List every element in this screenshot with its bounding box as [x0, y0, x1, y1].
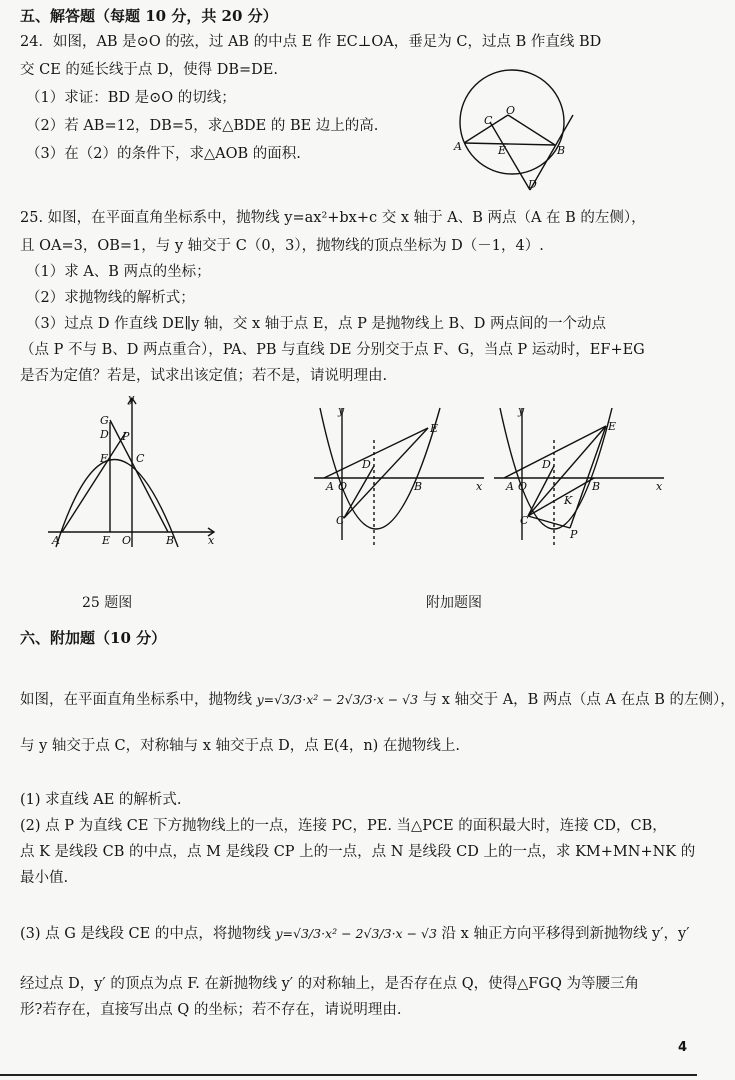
label-d: D: [100, 428, 109, 441]
label-x: x: [208, 534, 215, 547]
add-intro-1a: 如图，在平面直角坐标系中，抛物线: [20, 692, 257, 708]
label-g: G: [100, 414, 109, 427]
q24-part-3: （3）在（2）的条件下，求△AOB 的面积.: [26, 146, 301, 162]
q25-part-1: （1）求 A、B 两点的坐标；: [26, 264, 211, 280]
page-number: 4: [677, 1040, 687, 1055]
label-p: P: [570, 528, 578, 541]
additional-figure-2: [490, 400, 670, 550]
label-b: B: [592, 480, 601, 493]
chord-ab: [464, 143, 555, 145]
q24-line-2: 交 CE 的延长线于点 D，使得 DB=DE.: [20, 62, 278, 78]
label-a: A: [326, 480, 334, 493]
label-e: E: [498, 144, 507, 157]
label-b: B: [557, 144, 566, 157]
q25-part-2: （2）求抛物线的解析式；: [26, 290, 195, 306]
additional-figure-1: [310, 400, 490, 550]
label-a: A: [506, 480, 514, 493]
section-six-heading: 六、附加题（10 分）: [20, 629, 167, 647]
label-d: D: [542, 458, 551, 471]
parabola: [56, 460, 178, 548]
label-d: D: [528, 178, 537, 191]
label-o: O: [338, 480, 348, 493]
label-c: C: [520, 514, 529, 527]
q24-circle-figure: [448, 70, 588, 200]
q25-part-3b: （点 P 不与 B、D 两点重合），PA、PB 与直线 DE 分别交于点 F、G，当点 P 运动时，EF+EG: [20, 342, 645, 358]
label-f: F: [100, 452, 108, 465]
add-intro-line-2: 与 y 轴交于点 C，对称轴与 x 轴交于点 D，点 E(4，n) 在抛物线上.: [20, 738, 461, 754]
label-y: y: [338, 404, 345, 417]
label-y: y: [518, 404, 525, 417]
label-d: D: [362, 458, 371, 471]
add-part-3b: 经过点 D，y′ 的顶点为点 F. 在新抛物线 y′ 的对称轴上，是否存在点 Q，使得△FGQ 为等腰三角: [20, 976, 639, 992]
label-e: E: [430, 422, 439, 435]
add-intro-line-1: [20, 690, 735, 710]
add-intro-1b: 与 x 轴交于 A，B 两点（点 A 在点 B 的左侧），: [418, 692, 735, 708]
label-a: A: [52, 534, 60, 547]
parabola: [320, 408, 440, 529]
label-b: B: [166, 534, 175, 547]
label-c: C: [136, 452, 145, 465]
line-ae: [324, 428, 428, 478]
q24-part-1: （1）求证：BD 是⊙O 的切线；: [26, 90, 236, 106]
segment-ob: [508, 115, 555, 145]
label-e: E: [102, 534, 111, 547]
line-cp: [528, 516, 570, 528]
add-part-3c: 形?若存在，直接写出点 Q 的坐标；若不存在，请说明理由.: [20, 1002, 402, 1018]
section-five-heading: 五、解答题（每题 10 分，共 20 分）: [20, 7, 278, 25]
caption-additional-fig: 附加题图: [426, 595, 482, 611]
q25-part-3c: 是否为定值？若是，试求出该定值；若不是，请说明理由.: [20, 368, 388, 384]
add-formula-2: y=√3/3·x² − 2√3/3·x − √3: [275, 926, 437, 941]
label-c: C: [484, 114, 493, 127]
q25-parabola-figure: [44, 392, 224, 552]
label-x: x: [656, 480, 663, 493]
add-part-2a: (2) 点 P 为直线 CE 下方抛物线上的一点，连接 PC，PE. 当△PCE 的面积最大时，连接 CD，CB，: [20, 818, 667, 834]
label-o: O: [518, 480, 528, 493]
line-ap: [62, 432, 126, 532]
label-o: O: [506, 104, 516, 117]
caption-fig-25: 25 题图: [82, 595, 133, 611]
q24-line-1: 24．如图，AB 是⊙O 的弦，过 AB 的中点 E 作 EC⊥OA，垂足为 C，过点 B 作直线 BD: [20, 34, 602, 50]
parabola: [500, 408, 612, 529]
q24-part-2: （2）若 AB=12，DB=5，求△BDE 的 BE 边上的高.: [26, 118, 379, 134]
label-a: A: [454, 140, 462, 153]
label-c: C: [336, 514, 345, 527]
add-part-3-line-1: [20, 924, 690, 944]
line-ce: [344, 428, 428, 518]
add-part-2b: 点 K 是线段 CB 的中点，点 M 是线段 CP 上的一点，点 N 是线段 CD 上的一点，求 KM+MN+NK 的: [20, 844, 696, 860]
bottom-rule: [0, 1074, 697, 1076]
label-k: K: [564, 494, 573, 507]
q25-line-2: 且 OA=3，OB=1，与 y 轴交于 C（0，3），抛物线的顶点坐标为 D（－1，4）.: [20, 238, 544, 254]
line-gb: [110, 420, 168, 532]
add-part-3a1: (3) 点 G 是线段 CE 的中点，将抛物线: [20, 926, 276, 942]
line-cd: [344, 466, 374, 518]
q25-line-1: 25. 如图，在平面直角坐标系中，抛物线 y=ax²+bx+c 交 x 轴于 A、B 两点（A 在 B 的左侧），: [20, 210, 646, 226]
label-x: x: [476, 480, 483, 493]
add-part-3a2: 沿 x 轴正方向平移得到新抛物线 y′，y′: [436, 926, 690, 942]
add-part-1: (1) 求直线 AE 的解析式.: [20, 792, 182, 808]
label-e: E: [608, 420, 617, 433]
line-cd: [490, 122, 530, 190]
q25-part-3a: （3）过点 D 作直线 DE∥y 轴，交 x 轴于点 E，点 P 是抛物线上 B、D 两点间的一个动点: [26, 316, 606, 332]
label-y: y: [128, 392, 135, 405]
label-p: P: [122, 430, 130, 443]
add-part-2c: 最小值.: [20, 870, 69, 886]
label-b: B: [414, 480, 423, 493]
add-formula-1: y=√3/3·x² − 2√3/3·x − √3: [256, 692, 419, 707]
label-o: O: [122, 534, 132, 547]
